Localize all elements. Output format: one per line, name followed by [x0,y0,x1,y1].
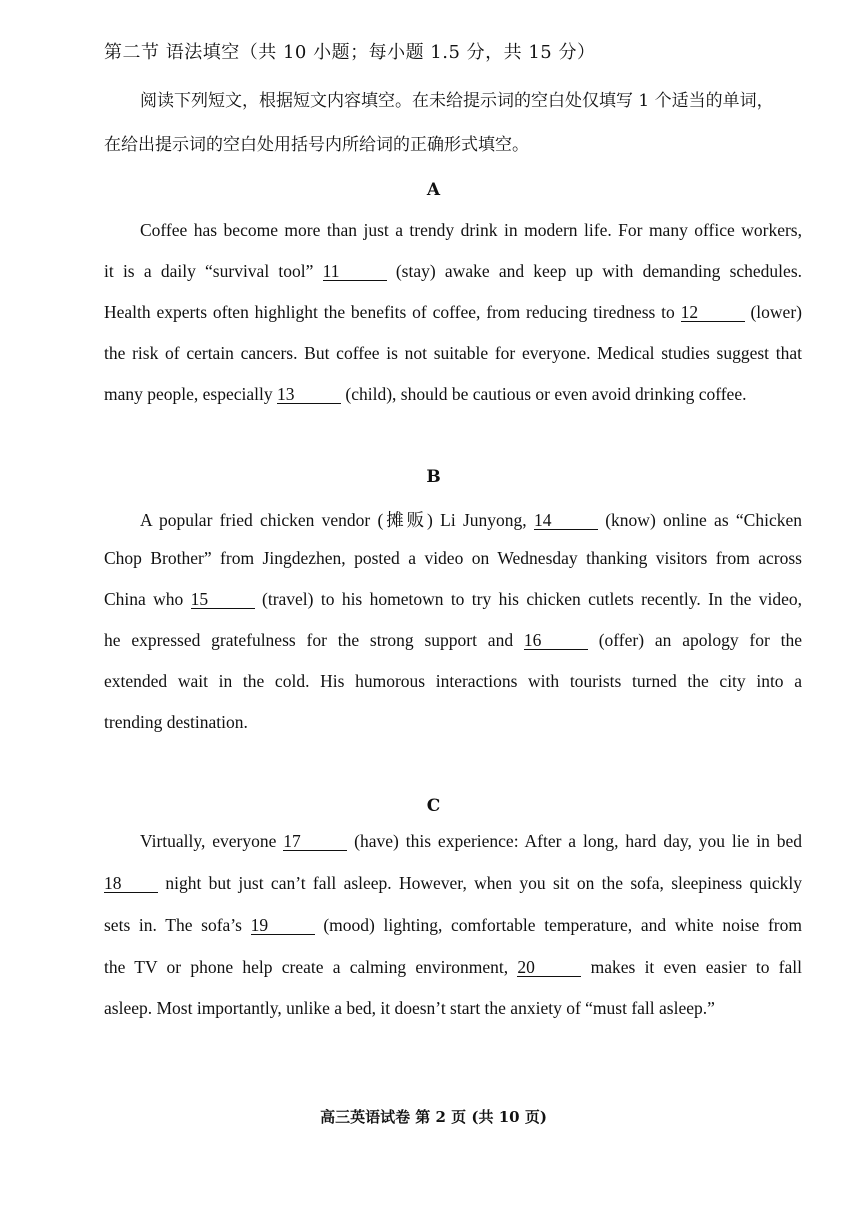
text-fragment: (stay) awake and keep up with demanding schedules. [386,261,803,281]
passage-c-line [104,957,802,978]
text-fragment: Health experts often highlight the benefits of coffee, from reducing tiredness to [104,302,681,322]
text-fragment: (child), should be cautious or even avoid drinking coffee. [341,384,747,404]
text-fragment: sets in. The sofa’s [104,915,251,935]
blank-15: 15 [191,590,255,609]
passage-b-line: extended wait in the cold. His humorous interactions with tourists turned the city into a [104,671,802,691]
blank-17: 17 [283,832,347,851]
blank-12: 12 [681,303,745,322]
text-fragment: (know) online as “Chicken [597,510,802,530]
page-footer: 高三英语试卷 第 2 页 (共 10 页) [320,1108,547,1126]
text-fragment: China who [104,589,191,609]
blank-20: 20 [517,958,581,977]
passage-b-letter: B [426,467,441,487]
section-title: 第二节 语法填空（共 10 小题；每小题 1.5 分，共 15 分） [104,42,596,63]
passage-a-line [104,302,802,323]
passage-b-line [140,507,802,532]
blank-14: 14 [534,511,598,530]
passage-b-line [104,589,802,610]
passage-a-line [104,261,802,282]
passage-c-line [104,873,802,894]
blank-18: 18 [104,874,158,893]
passage-b-line: Chop Brother” from Jingdezhen, posted a video on Wednesday thanking visitors from across [104,548,802,568]
instruction-line-1: 阅读下列短文，根据短文内容填空。在未给提示词的空白处仅填写 1 个适当的单词， [140,91,774,111]
text-fragment: many people, especially [104,384,277,404]
text-fragment: (travel) to his hometown to try his chicken cutlets recently. In the video, [254,589,802,609]
text-fragment: (mood) lighting, comfortable temperature, and white noise from [314,915,802,935]
text-fragment: it is a daily “survival tool” [104,261,323,281]
blank-19: 19 [251,916,315,935]
blank-16: 16 [524,631,588,650]
text-fragment: (offer) an apology for the [587,630,803,650]
text-fragment: Virtually, everyone [140,831,284,851]
text-fragment: the TV or phone help create a calming environment, [104,957,518,977]
text-fragment: night but just can’t fall asleep. However, when you sit on the sofa, sleepiness quickly [158,873,802,893]
passage-b-line: trending destination. [104,712,248,732]
blank-13: 13 [277,385,341,404]
text-fragment: (lower) [744,302,802,322]
text-fragment: makes it even easier to fall [581,957,802,977]
text-fragment: (have) this experience: After a long, hard day, you lie in bed [347,831,803,851]
text-fragment: A popular fried chicken vendor (摊贩) Li Junyong, [140,510,534,530]
passage-c-letter: C [426,796,441,816]
text-fragment: he expressed gratefulness for the strong support and [104,630,524,650]
passage-b-line [104,630,802,651]
passage-a-letter: A [426,180,441,200]
blank-11: 11 [323,262,387,281]
passage-a-line: Coffee has become more than just a trendy drink in modern life. For many office workers, [140,220,802,240]
instruction-line-2: 在给出提示词的空白处用括号内所给词的正确形式填空。 [104,135,529,155]
passage-c-line [104,915,802,936]
passage-c-line [140,831,802,852]
passage-a-line [104,384,802,405]
passage-c-line: asleep. Most importantly, unlike a bed, it doesn’t start the anxiety of “must fall asleep.” [104,998,715,1018]
passage-a-line: the risk of certain cancers. But coffee is not suitable for everyone. Medical studies suggest that [104,343,802,363]
